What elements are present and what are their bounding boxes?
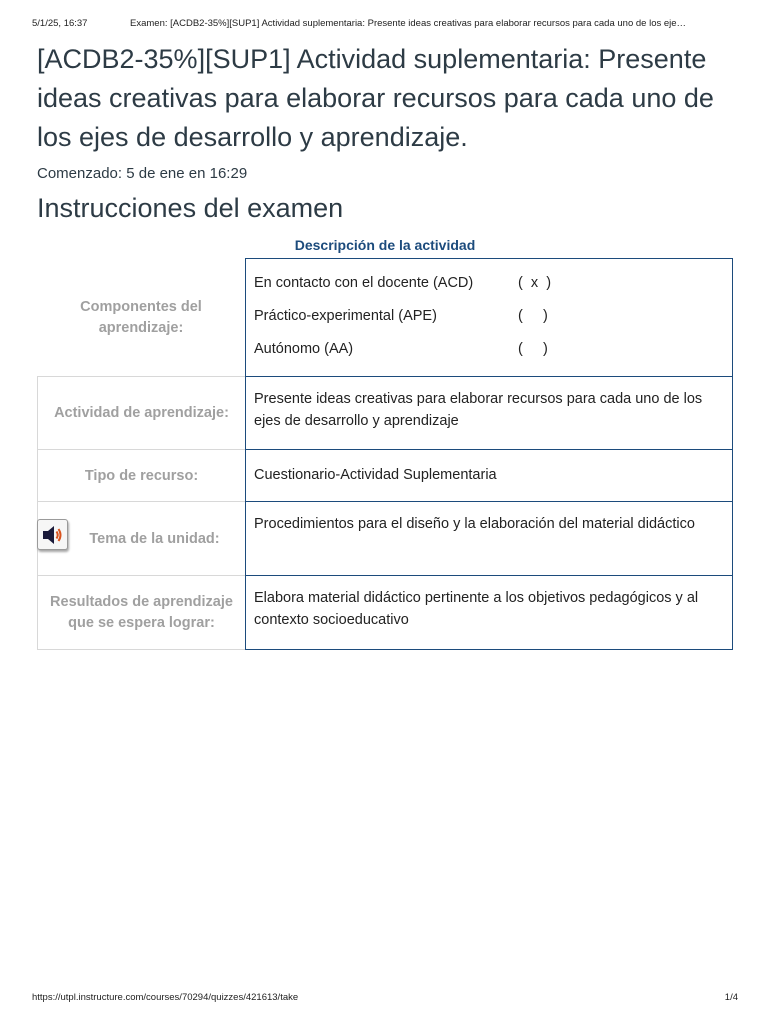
component-item	[254, 267, 724, 300]
results-value: Elabora material didáctico pertinente a los objetivos pedagógicos y al contexto socioeducativo	[245, 575, 733, 650]
started-timestamp: Comenzado: 5 de ene en 16:29	[37, 165, 248, 182]
instructions-heading: Instrucciones del examen	[37, 193, 344, 223]
components-label: Componentes del aprendizaje:	[80, 298, 202, 336]
resource-label: Tipo de recurso:	[37, 449, 245, 502]
activity-table-caption: Descripción de la actividad	[294, 237, 476, 253]
table-row-components	[37, 258, 733, 377]
print-header	[32, 18, 738, 32]
print-footer	[32, 992, 738, 1006]
table-row-resource	[37, 449, 733, 502]
table-row-results	[37, 575, 733, 650]
component-mark: ( )	[518, 308, 548, 324]
topic-label: Tema de la unidad:	[37, 501, 245, 576]
component-name: Práctico-experimental (APE)	[254, 308, 437, 324]
results-label: Resultados de aprendizaje que se espera lograr:	[37, 575, 245, 650]
topic-value: Procedimientos para el diseño y la elaboración del material didáctico	[245, 501, 733, 576]
component-item	[254, 300, 724, 333]
table-row-activity	[37, 376, 733, 450]
component-item	[254, 333, 724, 366]
table-row-topic	[37, 501, 733, 576]
print-page-number: 1/4	[724, 992, 738, 1003]
page-title: [ACDB2-35%][SUP1] Actividad suplementaria: Presente ideas creativas para elaborar recursos para cada uno de los ejes de desarrollo y aprendizaje.	[37, 44, 714, 152]
activity-label: Actividad de aprendizaje:	[37, 376, 245, 450]
print-url: https://utpl.instructure.com/courses/70294/quizzes/421613/take	[32, 992, 299, 1003]
print-doc-title: Examen: [ACDB2-35%][SUP1] Actividad suplementaria: Presente ideas creativas para elaborar recursos para cada uno de los eje…	[130, 18, 687, 29]
component-mark: ( x )	[518, 275, 552, 291]
speaker-icon	[42, 525, 64, 545]
component-name: Autónomo (AA)	[254, 341, 354, 357]
component-name: En contacto con el docente (ACD)	[254, 275, 474, 291]
component-mark: ( )	[518, 341, 548, 357]
audio-read-button[interactable]	[37, 519, 68, 550]
resource-value: Cuestionario-Actividad Suplementaria	[245, 449, 733, 502]
print-datetime: 5/1/25, 16:37	[32, 18, 88, 29]
components-cell	[245, 258, 733, 377]
activity-value: Presente ideas creativas para elaborar recursos para cada uno de los ejes de desarrollo y aprendizaje	[245, 376, 733, 450]
